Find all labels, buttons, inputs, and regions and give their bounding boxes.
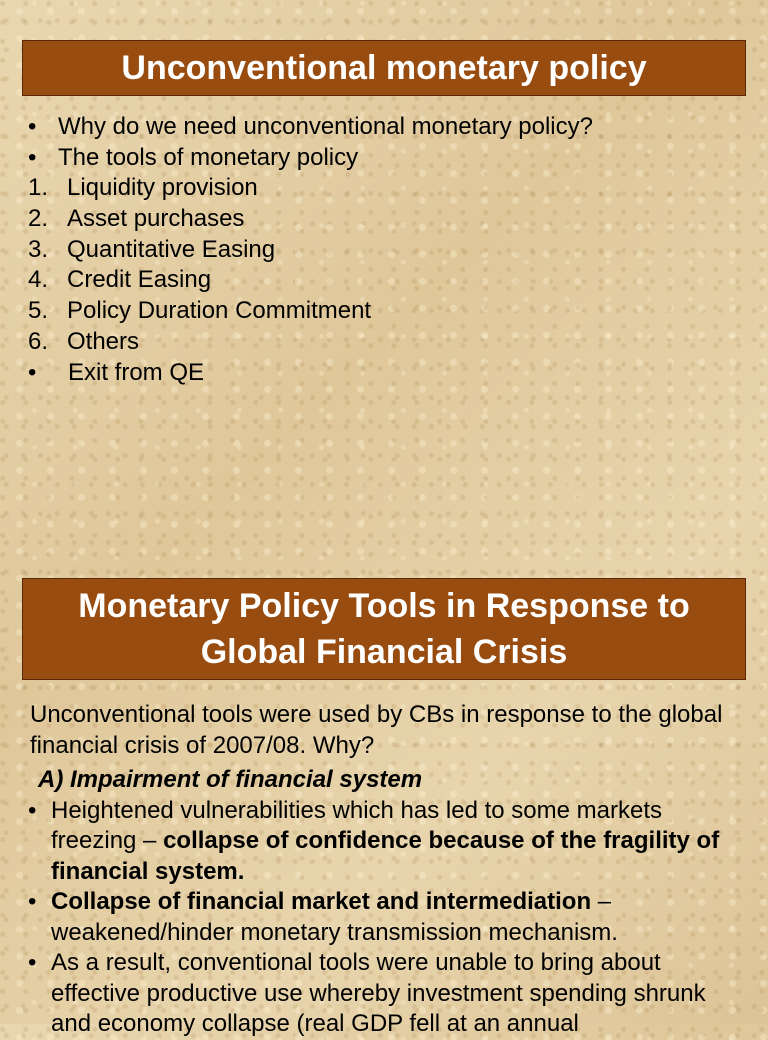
list-marker: 5. bbox=[28, 297, 49, 325]
list-item bbox=[28, 327, 593, 358]
list-marker: • bbox=[28, 888, 37, 915]
list-item bbox=[28, 143, 593, 174]
list-item bbox=[28, 265, 593, 296]
list-item-text: Credit Easing bbox=[67, 266, 212, 294]
bold-text: Collapse of financial market and intermediation bbox=[51, 888, 592, 915]
slide-title-text: Unconventional monetary policy bbox=[121, 48, 647, 87]
list-item-text: Why do we need unconventional monetary policy? bbox=[58, 113, 593, 140]
list-item bbox=[28, 796, 750, 888]
list-item bbox=[28, 358, 593, 389]
slide-title bbox=[22, 40, 746, 96]
list-item bbox=[28, 296, 593, 327]
list-item-text: Quantitative Easing bbox=[67, 235, 276, 263]
list-marker: • bbox=[28, 113, 37, 140]
slide-title bbox=[22, 578, 746, 680]
list-item bbox=[28, 887, 750, 948]
slide-title-line: Global Financial Crisis bbox=[200, 633, 568, 671]
slide-policy-tools-crisis bbox=[0, 560, 768, 1037]
list-marker: • bbox=[28, 358, 37, 386]
slide-title-line: Monetary Policy Tools in Response to bbox=[78, 587, 690, 625]
list-item bbox=[28, 173, 593, 204]
list-marker: 1. bbox=[28, 174, 49, 202]
slide-body bbox=[30, 700, 750, 1040]
list-item bbox=[28, 948, 750, 1040]
list-item-text: Liquidity provision bbox=[67, 174, 258, 202]
list-item-text: Asset purchases bbox=[67, 205, 245, 233]
list-item-text: Exit from QE bbox=[68, 358, 205, 386]
list-item bbox=[28, 204, 593, 235]
list-marker: • bbox=[28, 796, 37, 824]
list-item bbox=[28, 112, 593, 143]
plain-text: As a result, conventional tools were unable to bring about effective productive use whereby investment spending shrunk and economy collapse (real GDP fell at an annual bbox=[51, 949, 706, 1037]
plain-text: Heightened vulnerabilities which has led to some markets freezing – bbox=[51, 796, 662, 854]
section-heading: A) Impairment of financial system bbox=[38, 766, 423, 793]
list-item bbox=[28, 235, 593, 266]
list-marker: • bbox=[28, 143, 37, 171]
reason-list bbox=[30, 796, 750, 1040]
list-marker: 4. bbox=[28, 266, 49, 294]
topic-list bbox=[28, 112, 593, 388]
list-item-text: Others bbox=[67, 327, 140, 355]
list-item-text: The tools of monetary policy bbox=[58, 143, 359, 171]
list-marker: • bbox=[28, 949, 37, 976]
list-marker: 2. bbox=[28, 205, 49, 233]
plain-text: – weakened/hinder monetary transmission mechanism. bbox=[51, 888, 618, 946]
list-item-text: Policy Duration Commitment bbox=[67, 297, 372, 325]
list-marker: 6. bbox=[28, 327, 49, 355]
intro-paragraph: Unconventional tools were used by CBs in response to the global financial crisis of 2007/08. Why? bbox=[30, 701, 723, 759]
list-marker: 3. bbox=[28, 235, 49, 263]
bold-text: collapse of confidence because of the fragility of financial system. bbox=[51, 827, 720, 885]
